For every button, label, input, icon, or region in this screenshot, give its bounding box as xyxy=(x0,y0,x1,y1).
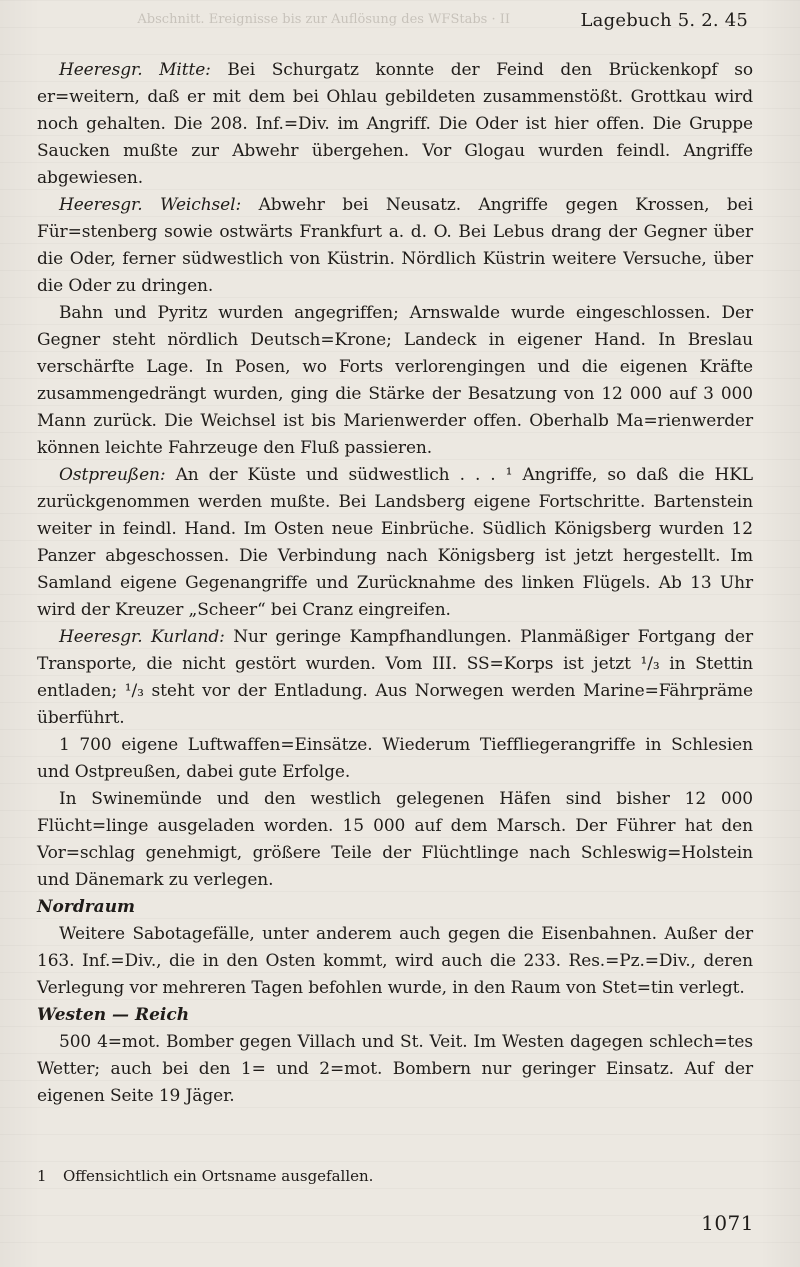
paragraph-text: Bahn und Pyritz wurden angegriffen; Arnswalde wurde eingeschlossen. Der Gegner steht nördlich Deutsch=Krone; Landeck in eigener Hand. In Breslau verschärfte Lage. In Posen, wo Forts verlorengingen und die eigenen Kräfte zusammengedrängt wurden, ging die Stärke der Besatzung von 12 000 auf 3 000 Mann zurück. Die Weichsel ist bis Marienwerder offen. Oberhalb Ma=rienwerder können leichte Fahrzeuge den Fluß passieren. xyxy=(37,303,753,458)
paragraph-text: Bei Schurgatz konnte der Feind den Brückenkopf so er=weitern, daß er mit dem bei Ohlau gebildeten zusammenstößt. Grottkau wird noch gehalten. Die 208. Inf.=Div. im Angriff. Die Oder ist hier offen. Die Gruppe Saucken mußte zur Abwehr übergehen. Vor Glogau wurden feindl. Angriffe abgewiesen. xyxy=(37,60,753,188)
section-heading-nordraum: Nordraum xyxy=(37,897,136,917)
paragraph-bahn-pyritz xyxy=(37,300,753,462)
section-heading-westen-reich: Westen — Reich xyxy=(37,1005,190,1025)
paragraph-lead: Heeresgr. Weichsel: xyxy=(59,195,242,215)
paragraph-heeresgr-kurland xyxy=(37,624,753,732)
paragraph-nordraum xyxy=(37,921,753,1002)
paragraph-text: Nur geringe Kampfhandlungen. Planmäßiger Fortgang der Transporte, die nicht gestört wurden. Vom III. SS=Korps ist jetzt ¹/₃ in Stettin entladen; ¹/₃ steht vor der Entladung. Aus Norwegen werden Marine=Fährpräme überführt. xyxy=(37,627,753,728)
page-body xyxy=(37,57,753,1110)
footnote-mark: 1 xyxy=(37,1167,47,1185)
paragraph-text: 1 700 eigene Luftwaffen=Einsätze. Wiederum Tieffliegerangriffe in Schlesien und Ostpreußen, dabei gute Erfolge. xyxy=(37,735,753,782)
running-header xyxy=(0,10,800,34)
page-number: 1071 xyxy=(701,1211,754,1235)
paragraph-lead: Heeresgr. Kurland: xyxy=(59,627,225,647)
paragraph-swinemuende xyxy=(37,786,753,894)
paragraph-lead: Heeresgr. Mitte: xyxy=(59,60,211,80)
paragraph-westen-reich xyxy=(37,1029,753,1110)
paragraph-heeresgr-mitte xyxy=(37,57,753,192)
paragraph-ostpreussen xyxy=(37,462,753,624)
paragraph-luftwaffe xyxy=(37,732,753,786)
faint-header-text: Abschnitt. Ereignisse bis zur Auflösung des WFStabs · II xyxy=(137,12,510,27)
paragraph-text: Abwehr bei Neusatz. Angriffe gegen Krossen, bei Für=stenberg sowie ostwärts Frankfurt a. d. O. Bei Lebus drang der Gegner über die Oder, ferner südwestlich von Küstrin. Nördlich Küstrin weitere Versuche, über die Oder zu dringen. xyxy=(37,195,753,296)
running-head-title: Lagebuch 5. 2. 45 xyxy=(580,10,748,31)
footnote xyxy=(37,1166,753,1186)
paragraph-lead: Ostpreußen: xyxy=(59,465,166,485)
paragraph-text: Weitere Sabotagefälle, unter anderem auch gegen die Eisenbahnen. Außer der 163. Inf.=Div., die in den Osten kommt, wird auch die 233. Res.=Pz.=Div., deren Verlegung vor mehreren Tagen befohlen wurde, in den Raum von Stet=tin verlegt. xyxy=(37,924,753,998)
paragraph-text: 500 4=mot. Bomber gegen Villach und St. Veit. Im Westen dagegen schlech=tes Wetter; auch bei den 1= und 2=mot. Bombern nur geringer Einsatz. Auf der eigenen Seite 19 Jäger. xyxy=(37,1032,753,1106)
paragraph-text: In Swinemünde und den westlich gelegenen Häfen sind bisher 12 000 Flücht=linge ausgeladen worden. 15 000 auf dem Marsch. Der Führer hat den Vor=schlag genehmigt, größere Teile der Flüchtlinge nach Schleswig=Holstein und Dänemark zu verlegen. xyxy=(37,789,753,890)
paragraph-text: An der Küste und südwestlich . . . ¹ Angriffe, so daß die HKL zurückgenommen werden mußte. Bei Landsberg eigene Fortschritte. Bartenstein weiter in feindl. Hand. Im Osten neue Einbrüche. Südlich Königsberg wurden 12 Panzer abgeschossen. Die Verbindung nach Königsberg ist jetzt hergestellt. Im Samland eigene Gegenangriffe und Zurücknahme des linken Flügels. Ab 13 Uhr wird der Kreuzer „Scheer“ bei Cranz eingreifen. xyxy=(37,465,753,620)
footnote-text: Offensichtlich ein Ortsname ausgefallen. xyxy=(63,1167,374,1185)
paragraph-heeresgr-weichsel xyxy=(37,192,753,300)
